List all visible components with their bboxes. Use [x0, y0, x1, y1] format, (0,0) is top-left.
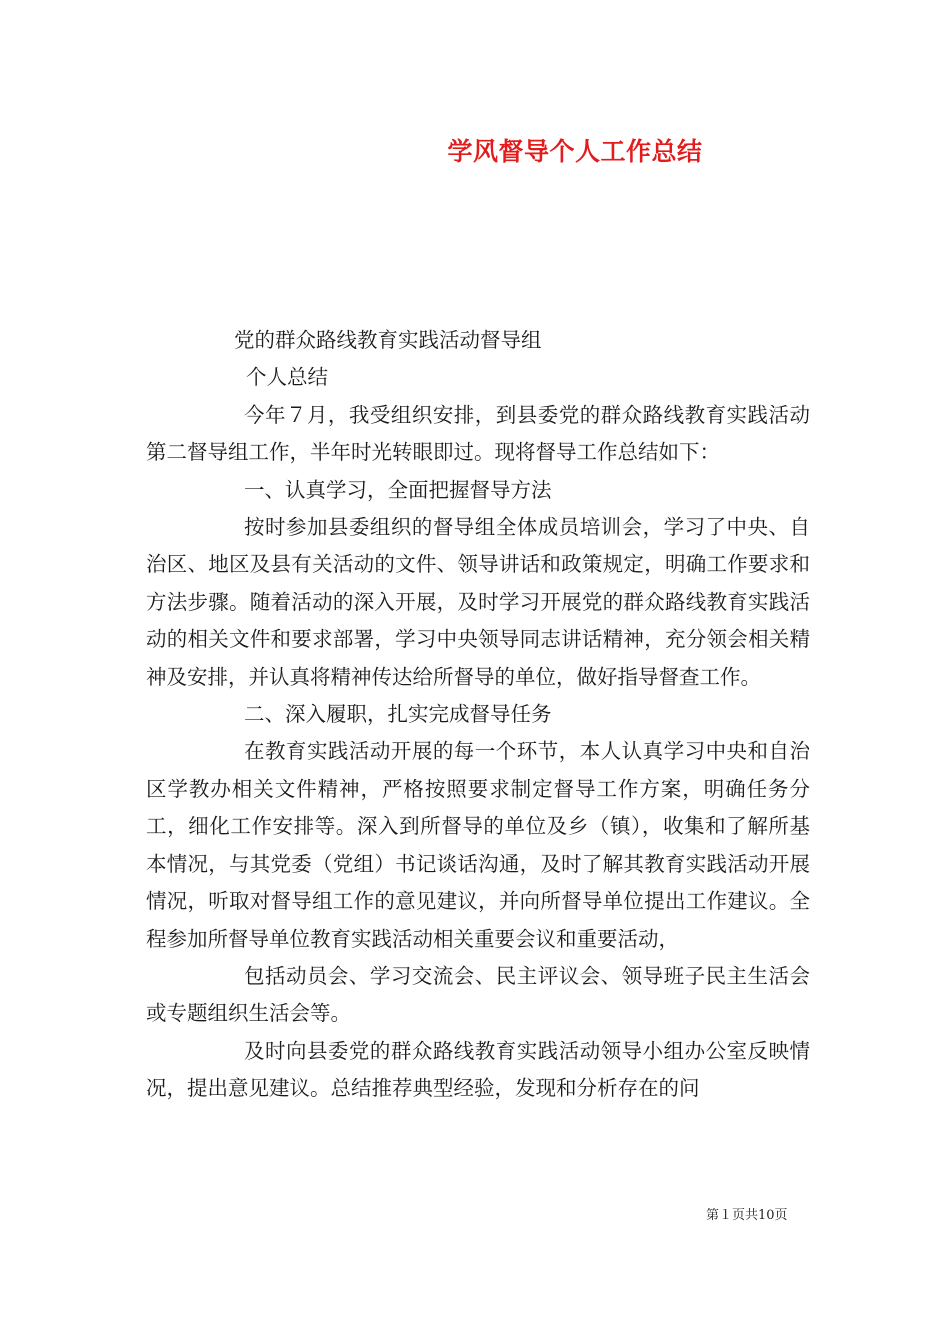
section-heading: 一、认真学习，全面把握督导方法: [244, 477, 552, 502]
paragraph: 及时向县委党的群众路线教育实践活动领导小组办公室反映情况，提出意见建议。总结推荐典型经验，发现和分析存在的问: [146, 1038, 810, 1101]
paragraph: 按时参加县委组织的督导组全体成员培训会，学习了中央、自治区、地区及县有关活动的文件、领导讲话和政策规定，明确工作要求和方法步骤。随着活动的深入开展，及时学习开展党的群众路线教育实践活动的相关文件和要求部署，学习中央领导同志讲话精神，充分领会相关精神及安排，并认真将精神传达给所督导的单位，做好指导督查工作。: [146, 515, 810, 689]
paragraph: 今年７月，我受组织安排，到县委党的群众路线教育实践活动第二督导组工作，半年时光转眼即过。现将督导工作总结如下：: [146, 402, 810, 465]
page-number: 第１页共10页: [706, 1208, 788, 1223]
paragraph: 包括动员会、学习交流会、民主评议会、领导班子民主生活会或专题组织生活会等。: [146, 963, 810, 1026]
section-heading: 二、深入履职，扎实完成督导任务: [244, 702, 552, 727]
name-line: 个人总结: [246, 365, 328, 390]
subtitle-line: 党的群众路线教育实践活动督导组: [234, 328, 542, 352]
document-title: 学风督导个人工作总结: [447, 137, 703, 166]
paragraph: 在教育实践活动开展的每一个环节，本人认真学习中央和自治区学教办相关文件精神，严格按照要求制定督导工作方案，明确任务分工，细化工作安排等。深入到所督导的单位及乡（镇），收集和了解所基本情况，与其党委（党组）书记谈话沟通，及时了解其教育实践活动开展情况，听取对督导组工作的意见建议，并向所督导单位提出工作建议。全程参加所督导单位教育实践活动相关重要会议和重要活动，: [146, 739, 810, 951]
document-body: [146, 322, 810, 1108]
